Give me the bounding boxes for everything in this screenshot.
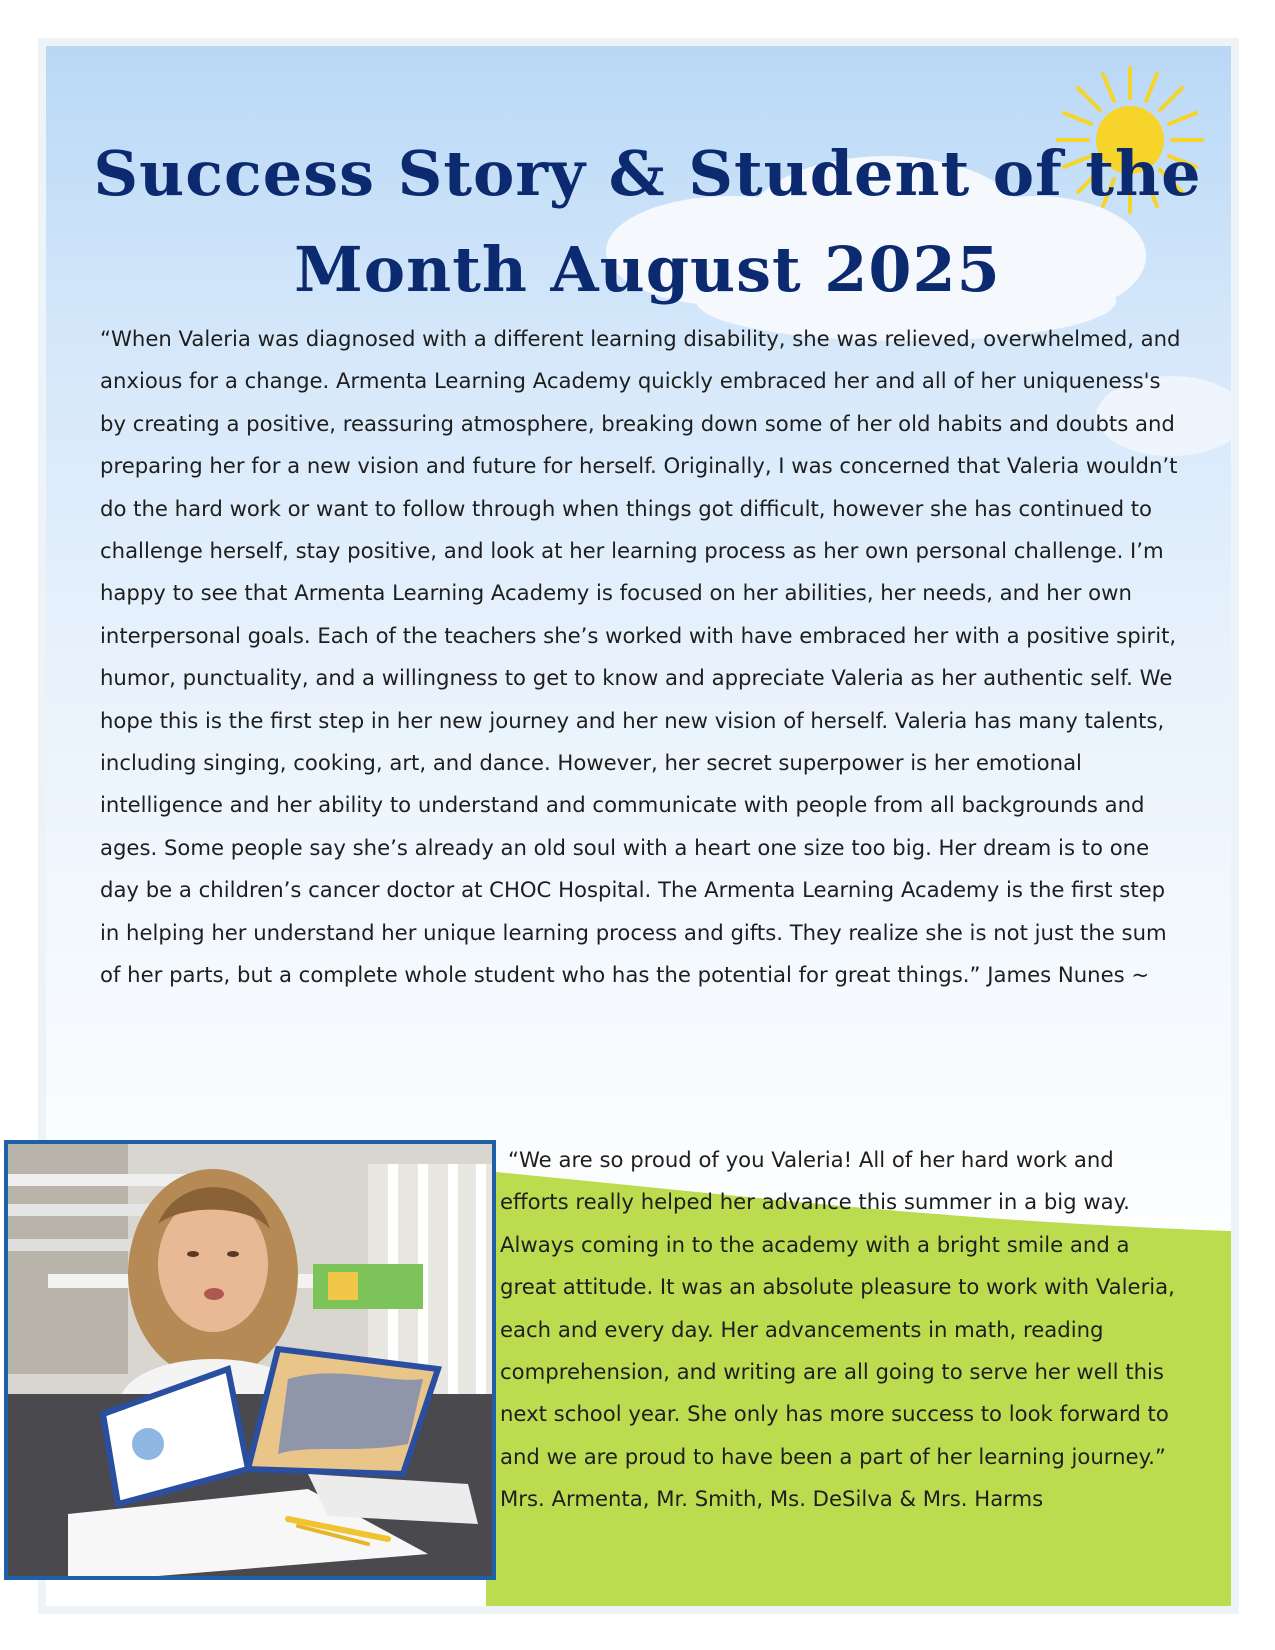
testimonial-academy-staff: “We are so proud of you Valeria! All of her hard work and efforts really helped her advance this summer in a big way. Always coming in to the academy with a bright smile and a great attitude. It was an absolute pleasure to work with Valeria, each and every day. Her advancements in math, reading comprehension, and writing are all going to serve her well this next school year. She only has more success to look forward to and we are proud to have been a part of her learning journey.” Mrs. Armenta, Mr. Smith, Ms. DeSilva & Mrs. Harms (500, 1147, 1175, 1512)
student-reading-photo (4, 1140, 496, 1580)
page-title: Success Story & Student of the Month August 2025 (93, 137, 1202, 306)
testimonial-james-nunes: “When Valeria was diagnosed with a different learning disability, she was relieved, overwhelmed, and anxious for a change. Armenta Learning Academy quickly embraced her and all of her uniqueness's by creating a positive, reassuring atmosphere, breaking down some of her old habits and doubts and preparing her for a new vision and future for herself. Originally, I was concerned that Valeria wouldn’t do the hard work or want to follow through when things got difficult, however she has continued to challenge herself, stay positive, and look at her learning process as her own personal challenge. I’m happy to see that Armenta Learning Academy is focused on her abilities, her needs, and her own interpersonal goals. Each of the teachers she’s worked with have embraced her with a positive spirit, humor, punctuality, and a willingness to get to know and appreciate Valeria as her authentic self. We hope this is the first step in her new journey and her new vision of herself. Valeria has many talents, including singing, cooking, art, and dance. However, her secret superpower is her emotional intelligence and her ability to understand and communicate with people from all backgrounds and ages. Some people say she’s already an old soul with a heart one size too big. Her dream is to one day be a children’s cancer doctor at CHOC Hospital. The Armenta Learning Academy is the first step in helping her understand her unique learning process and gifts. They realize she is not just the sum of her parts, but a complete whole student who has the potential for great things.” James Nunes ~ (100, 326, 1181, 988)
photo-illustration (8, 1144, 492, 1576)
